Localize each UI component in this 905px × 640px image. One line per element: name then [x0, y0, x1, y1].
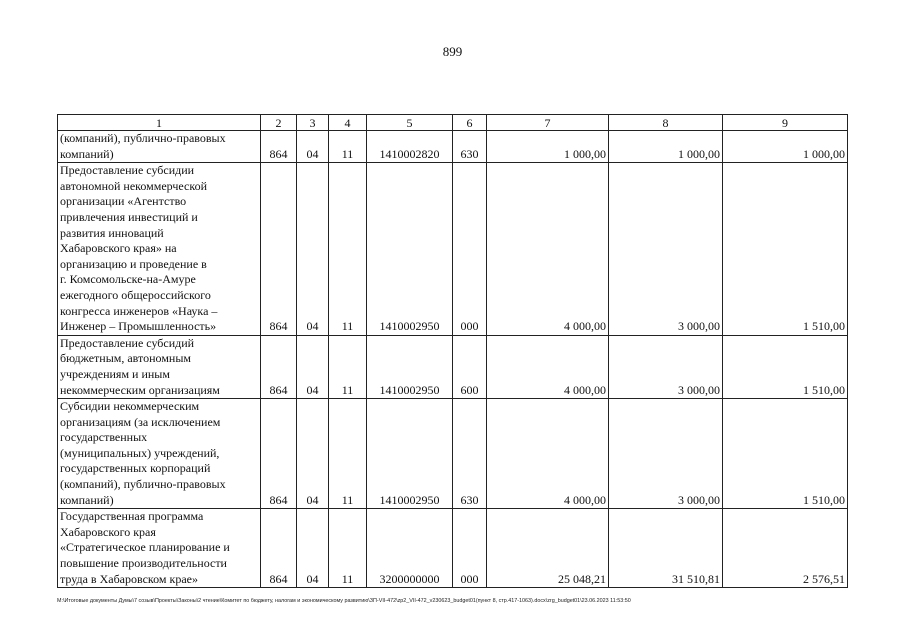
row-description	[58, 399, 261, 509]
ministry-code: 864	[261, 163, 297, 336]
description-line: компаний)	[60, 146, 114, 161]
table-row	[58, 335, 848, 398]
description-line: ежегодного общероссийского	[60, 287, 211, 302]
amount-col-9: 1 510,00	[723, 163, 848, 336]
amount-col-7: 4 000,00	[487, 335, 609, 398]
description-line: государственных корпораций	[60, 461, 211, 476]
header-col-7: 7	[487, 115, 609, 131]
subsection-code: 11	[329, 335, 367, 398]
table-row	[58, 399, 848, 509]
section-code: 04	[297, 163, 329, 336]
amount-col-7: 1 000,00	[487, 131, 609, 163]
target-article-code: 1410002950	[367, 399, 453, 509]
description-line: г. Комсомольске-на-Амуре	[60, 272, 196, 287]
amount-col-9: 1 510,00	[723, 399, 848, 509]
description-line: организацию и проведение в	[60, 256, 207, 271]
description-line: труда в Хабаровском крае»	[60, 571, 198, 586]
description-line: развития инноваций	[60, 225, 164, 240]
amount-col-8: 3 000,00	[609, 335, 723, 398]
amount-col-9: 1 510,00	[723, 335, 848, 398]
amount-col-8: 3 000,00	[609, 163, 723, 336]
row-description	[58, 131, 261, 163]
amount-col-8: 1 000,00	[609, 131, 723, 163]
table-row	[58, 131, 848, 163]
target-article-code: 1410002950	[367, 163, 453, 336]
description-line: Предоставление субсидий	[60, 335, 195, 350]
table-body	[58, 131, 848, 588]
description-line: Инженер – Промышленность»	[60, 319, 217, 334]
amount-col-9: 1 000,00	[723, 131, 848, 163]
ministry-code: 864	[261, 131, 297, 163]
amount-col-9: 2 576,51	[723, 509, 848, 588]
description-line: государственных	[60, 430, 148, 445]
ministry-code: 864	[261, 399, 297, 509]
description-line: Хабаровского края» на	[60, 241, 177, 256]
section-code: 04	[297, 335, 329, 398]
description-line: учреждениям и иным	[60, 366, 170, 381]
target-article-code: 1410002820	[367, 131, 453, 163]
header-col-6: 6	[453, 115, 487, 131]
expense-type-code: 000	[453, 509, 487, 588]
amount-col-7: 4 000,00	[487, 163, 609, 336]
section-code: 04	[297, 131, 329, 163]
target-article-code: 1410002950	[367, 335, 453, 398]
description-line: привлечения инвестиций и	[60, 209, 198, 224]
table-row	[58, 509, 848, 588]
ministry-code: 864	[261, 509, 297, 588]
row-description	[58, 163, 261, 336]
header-col-9: 9	[723, 115, 848, 131]
description-line: компаний)	[60, 492, 114, 507]
table-header-row	[58, 115, 848, 131]
description-line: конгресса инженеров «Наука –	[60, 303, 218, 318]
header-col-8: 8	[609, 115, 723, 131]
subsection-code: 11	[329, 399, 367, 509]
subsection-code: 11	[329, 131, 367, 163]
section-code: 04	[297, 399, 329, 509]
header-col-1: 1	[58, 115, 261, 131]
target-article-code: 3200000000	[367, 509, 453, 588]
header-col-2: 2	[261, 115, 297, 131]
amount-col-8: 3 000,00	[609, 399, 723, 509]
description-line: повышение производительности	[60, 556, 227, 571]
amount-col-7: 4 000,00	[487, 399, 609, 509]
description-line: Предоставление субсидии	[60, 163, 195, 178]
expense-type-code: 630	[453, 399, 487, 509]
description-line: бюджетным, автономным	[60, 351, 191, 366]
description-line: автономной некоммерческой	[60, 178, 207, 193]
page-number: 899	[442, 44, 463, 59]
description-line: (компаний), публично-правовых	[60, 131, 226, 145]
description-line: «Стратегическое планирование и	[60, 540, 230, 555]
header-col-3: 3	[297, 115, 329, 131]
description-line: Хабаровского края	[60, 524, 156, 539]
section-code: 04	[297, 509, 329, 588]
description-line: некоммерческим организациям	[60, 382, 220, 397]
expense-type-code: 630	[453, 131, 487, 163]
subsection-code: 11	[329, 509, 367, 588]
file-path-footer: M:\Итоговые документы Думы\7 созыв\Проекты\Законы\2 чтение\Комитет по бюджету, налогам и экономическому развитию\ЗП-VII-472\zp2_VII-472_v230623_budget01(пункт 8, стр.417-1063).docx\zrg_budget01\23.06.2023 11:53:50	[57, 598, 631, 604]
description-line: Государственная программа	[60, 509, 204, 524]
description-line: Субсидии некоммерческим	[60, 399, 200, 414]
amount-col-8: 31 510,81	[609, 509, 723, 588]
amount-col-7: 25 048,21	[487, 509, 609, 588]
description-line: (муниципальных) учреждений,	[60, 445, 220, 460]
table-row	[58, 163, 848, 336]
budget-table	[57, 114, 848, 588]
description-line: (компаний), публично-правовых	[60, 477, 226, 492]
header-col-5: 5	[367, 115, 453, 131]
row-description	[58, 335, 261, 398]
header-col-4: 4	[329, 115, 367, 131]
description-line: организациям (за исключением	[60, 414, 221, 429]
row-description	[58, 509, 261, 588]
expense-type-code: 600	[453, 335, 487, 398]
expense-type-code: 000	[453, 163, 487, 336]
description-line: организации «Агентство	[60, 194, 187, 209]
ministry-code: 864	[261, 335, 297, 398]
subsection-code: 11	[329, 163, 367, 336]
